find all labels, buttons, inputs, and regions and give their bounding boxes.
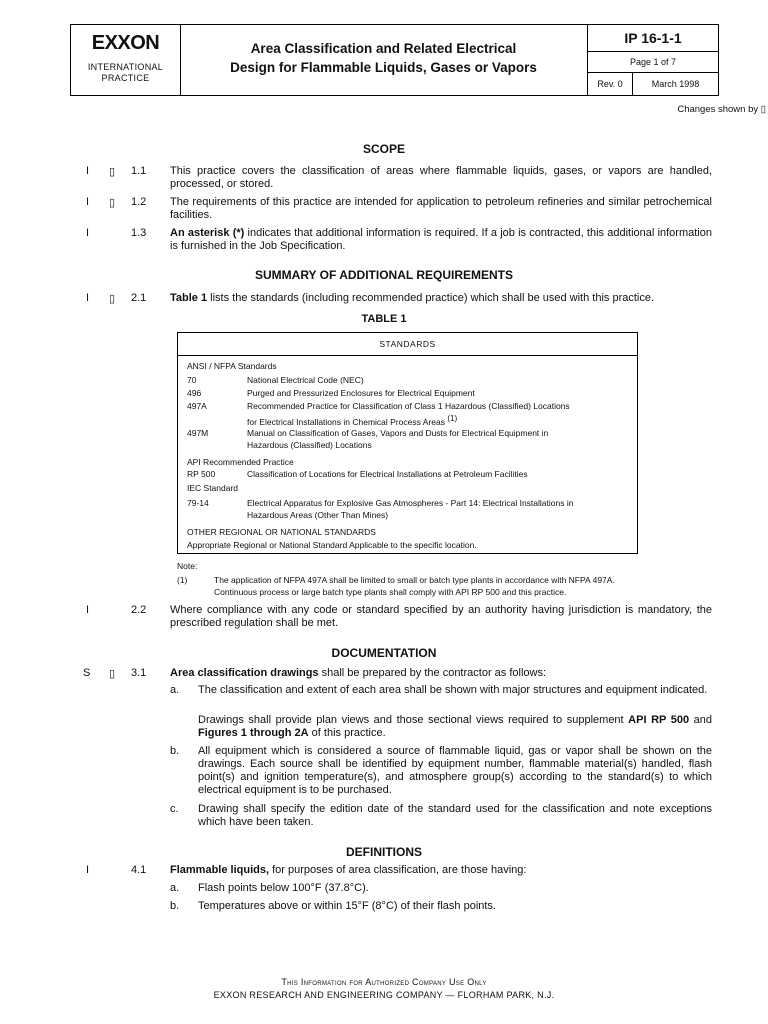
sub-item-label: b. bbox=[170, 745, 180, 757]
note-text: Continuous process or large batch type plants shall comply with API RP 500 and this practice. bbox=[214, 587, 567, 597]
logo-subtitle bbox=[71, 62, 180, 84]
note-label: Note: bbox=[177, 561, 198, 571]
item-text bbox=[170, 667, 712, 680]
item-text: The requirements of this practice are intended for application to petroleum refineries and similar petrochemical facilities. bbox=[170, 196, 712, 221]
table-group-heading: OTHER REGIONAL OR NATIONAL STANDARDS bbox=[187, 527, 376, 537]
item-bold-lead: Flammable liquids, bbox=[170, 864, 270, 876]
change-mark: S bbox=[83, 667, 91, 679]
section-title-scope: SCOPE bbox=[362, 142, 405, 156]
sub-item-text: Flash points below 100°F (37.8°C). bbox=[198, 882, 369, 894]
sub-item-label: b. bbox=[170, 900, 180, 912]
change-mark: I bbox=[86, 196, 90, 208]
sub-item-label: a. bbox=[170, 882, 180, 894]
table-code: 497A bbox=[187, 401, 207, 411]
text-bold-run: Figures 1 through 2A bbox=[198, 727, 309, 739]
table-code: 496 bbox=[187, 388, 202, 398]
logo-cell bbox=[71, 25, 181, 95]
change-mark: I bbox=[86, 604, 90, 616]
table-desc: Recommended Practice for Classification of Class 1 Hazardous (Classified) Locations bbox=[247, 401, 570, 411]
item-text-rest: for purposes of area classification, are those having: bbox=[269, 864, 527, 876]
table-desc: Electrical Apparatus for Explosive Gas Atmospheres - Part 14: Electrical Installations in bbox=[247, 498, 574, 508]
change-box: ▯ bbox=[109, 293, 116, 305]
change-box: ▯ bbox=[109, 166, 116, 178]
table-title: TABLE 1 bbox=[361, 313, 407, 325]
footer-company: EXXON RESEARCH AND ENGINEERING COMPANY — FLORHAM PARK, N.J. bbox=[213, 990, 555, 1000]
table-code: RP 500 bbox=[187, 469, 216, 479]
table-group-heading: IEC Standard bbox=[187, 483, 239, 493]
title-line-2: Design for Flammable Liquids, Gases or Vapors bbox=[230, 60, 537, 75]
ip-number: IP 16-1-1 bbox=[588, 25, 718, 52]
item-number: 1.1 bbox=[131, 165, 147, 177]
document-header bbox=[70, 24, 719, 96]
table-desc: Manual on Classification of Gases, Vapors and Dusts for Electrical Equipment in bbox=[247, 428, 549, 438]
table-desc: National Electrical Code (NEC) bbox=[247, 375, 364, 385]
table-desc bbox=[247, 414, 457, 427]
item-text: Where compliance with any code or standard specified by an authority having jurisdiction is mandatory, the prescribed regulation shall be met. bbox=[170, 604, 712, 629]
footer-confidential: This Information for Authorized Company Use Only bbox=[281, 977, 487, 987]
sub-item-label: c. bbox=[170, 803, 179, 815]
text-run: and bbox=[689, 714, 712, 726]
changes-note: Changes shown by ▯ bbox=[677, 104, 766, 115]
exxon-logo: EXXON bbox=[91, 32, 160, 54]
sub-item-label: a. bbox=[170, 684, 180, 696]
footnote-ref: (1) bbox=[447, 414, 458, 423]
change-mark: I bbox=[86, 165, 90, 177]
item-text-rest: shall be prepared by the contractor as follows: bbox=[318, 667, 547, 679]
item-bold-lead: Area classification drawings bbox=[170, 667, 319, 679]
page-number: Page 1 of 7 bbox=[588, 52, 718, 73]
sub-item-text bbox=[198, 714, 712, 740]
sub-item-text: The classification and extent of each area shall be shown with major structures and equipment indicated. bbox=[198, 684, 708, 696]
title-line-1: Area Classification and Related Electrical bbox=[250, 41, 517, 56]
table-code: 497M bbox=[187, 428, 209, 438]
item-number: 1.3 bbox=[131, 227, 147, 239]
change-mark: I bbox=[86, 292, 90, 304]
sub-item-text: Drawing shall specify the edition date of the standard used for the classification and note exceptions which have been taken. bbox=[198, 803, 712, 828]
table-desc: Purged and Pressurized Enclosures for Electrical Equipment bbox=[247, 388, 475, 398]
change-mark: I bbox=[86, 227, 90, 239]
item-number: 2.1 bbox=[131, 292, 147, 304]
document-title bbox=[180, 25, 588, 95]
item-text-rest: lists the standards (including recommended practice) which shall be used with this practice. bbox=[207, 292, 655, 304]
item-bold-lead: An asterisk (*) bbox=[170, 227, 245, 239]
section-title-definitions: DEFINITIONS bbox=[345, 845, 422, 859]
table-desc: Appropriate Regional or National Standard Applicable to the specific location. bbox=[187, 540, 477, 550]
change-box: ▯ bbox=[109, 197, 116, 209]
item-text-rest: indicates that additional information is required. If a job is contracted, this additional information is furnished in the Job Specification. bbox=[170, 227, 712, 252]
section-title-summary: SUMMARY OF ADDITIONAL REQUIREMENTS bbox=[254, 268, 513, 282]
item-text bbox=[170, 227, 712, 253]
item-number: 1.2 bbox=[131, 196, 147, 208]
change-box: ▯ bbox=[109, 668, 116, 680]
text-run: of this practice. bbox=[308, 727, 386, 739]
section-title-documentation: DOCUMENTATION bbox=[331, 646, 437, 660]
item-number: 2.2 bbox=[131, 604, 147, 616]
sub-item-text: Temperatures above or within 15°F (8°C) of their flash points. bbox=[198, 900, 496, 912]
text-bold-run: API RP 500 bbox=[628, 714, 690, 726]
table-code: 70 bbox=[187, 375, 197, 385]
revision: Rev. 0 bbox=[588, 73, 633, 95]
text-run: Drawings shall provide plan views and those sectional views required to supplement bbox=[198, 714, 629, 726]
revision-date: March 1998 bbox=[651, 79, 700, 89]
table-group-heading: ANSI / NFPA Standards bbox=[187, 361, 277, 371]
table-desc: Hazardous Areas (Other Than Mines) bbox=[247, 510, 389, 520]
item-text bbox=[170, 864, 712, 877]
table-desc: Hazardous (Classified) Locations bbox=[247, 440, 372, 450]
table-header: STANDARDS bbox=[178, 333, 637, 356]
table-code: 79-14 bbox=[187, 498, 209, 508]
table-desc: Classification of Locations for Electrical Installations at Petroleum Facilities bbox=[247, 469, 528, 479]
table-group-heading: API Recommended Practice bbox=[187, 457, 294, 467]
logo-sub-line-1: INTERNATIONAL bbox=[87, 62, 164, 72]
table-desc-cont: for Electrical Installations in Chemical Process Areas bbox=[247, 416, 445, 427]
logo-sub-line-2: PRACTICE bbox=[101, 73, 150, 83]
item-text bbox=[170, 292, 712, 305]
item-text: This practice covers the classification of areas where flammable liquids, gases, or vapors are handled, processed, or stored. bbox=[170, 165, 712, 190]
note-text: The application of NFPA 497A shall be limited to small or batch type plants in accordance with NFPA 497A. bbox=[214, 575, 615, 585]
item-number: 3.1 bbox=[131, 667, 147, 679]
item-bold-lead: Table 1 bbox=[170, 292, 208, 304]
change-mark: I bbox=[86, 864, 90, 876]
note-number: (1) bbox=[177, 575, 188, 585]
item-number: 4.1 bbox=[131, 864, 147, 876]
sub-item-text: All equipment which is considered a source of flammable liquid, gas or vapor shall be shown on the drawings. Each source shall be identified by equipment number, flammable material(s) handled, flash point(s) and ignition temperature(s), and atmosphere group(s) according to the standard(s) to which electrical equipment is to be purchased. bbox=[198, 745, 712, 796]
